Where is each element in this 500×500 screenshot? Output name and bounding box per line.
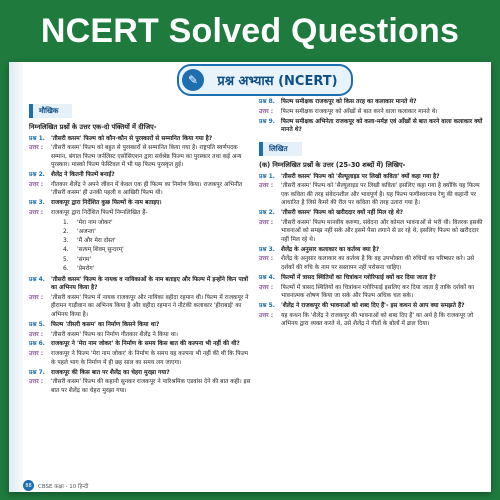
answer: उत्तर : फिल्मों में त्रासद स्थितियों का चित्रांकन ग्लोरिफाई इसलिए कर दिया जाता है ताकि दर्शकों का भावनात्मक शोषण किया जा सके और फिल्म अधिक चल सके। xyxy=(259,284,475,299)
answer: उत्तर : 'तीसरी कसम' फिल्म मानवीय करुणा, संवेदना और कोमल भावनाओं से भरी थी। वितरक इसकी भावनाओं को समझ नहीं सके और इसमें पैसा लगाने से डर रहे थे, इसलिए फिल्म को खरीददार नहीं मिल रहे थे। xyxy=(259,219,483,243)
answer: उत्तर : 'तीसरी कसम' फिल्म का निर्माण गीतकार शैलेंद्र ने किया था। xyxy=(29,331,178,338)
film-list xyxy=(63,219,253,274)
written-tag: लिखित xyxy=(259,142,302,156)
list-item: 6. 'प्रेमरोग' xyxy=(63,265,95,272)
section-heading xyxy=(177,64,353,96)
question: प्रश्न 2. 'तीसरी कसम' फिल्म को खरीददार क्यों नहीं मिल रहे थे? xyxy=(259,210,404,217)
question: प्रश्न 6. राजकपूर ने 'मेरा नाम जोकर' के निर्माण के समय किस बात की कल्पना भी नहीं की थी? xyxy=(29,341,240,348)
list-item: 5. 'संगम' xyxy=(63,256,92,263)
question: प्रश्न 4. फिल्मों में त्रासद स्थितियों का चित्रांकन ग्लोरिफाई क्यों कर दिया जाता है? xyxy=(259,274,437,281)
banner-title: NCERT Solved Questions xyxy=(40,11,460,50)
answer: उत्तर : 'तीसरी कसम' फिल्म की कहानी सुनकर राजकपूर ने पारिश्रमिक एडवांस देने की बात कही। इस बात पर शैलेंद्र का चेहरा मुरझा गया। xyxy=(29,379,251,394)
answer: उत्तर : यह कथन कि 'शैलेंद्र ने राजकपूर की भावनाओं को शब्द दिए हैं' का अर्थ है कि राजकपूर जो अभिनय द्वारा व्यक्त करते थे, उसे शैलेंद्र ने गीतों के बोलों में ढाल दिया। xyxy=(259,312,474,328)
pen-icon: ✎ xyxy=(182,69,204,91)
right-instruction: (क) निम्नलिखित प्रश्नों के उत्तर (25-30 शब्दों में) लिखिए- xyxy=(259,161,406,169)
answer: उत्तर : शैलेंद्र के अनुसार कलाकार का कर्तव्य है कि वह उपभोक्ता की रुचियों का परिष्कार करे। उसे दर्शकों की रुचि के नाम पर सस्तापन नहीं परोसना चाहिए। xyxy=(259,256,475,271)
left-column xyxy=(29,98,253,397)
question: प्रश्न 5. फिल्म 'तीसरी कसम' का निर्माण किसने किया था? xyxy=(29,321,160,328)
right-column xyxy=(259,98,483,330)
answer: उत्तर : राजकपूर द्वारा निर्देशित फिल्में निम्नलिखित हैं- xyxy=(29,210,148,217)
left-instruction: निम्नलिखित प्रश्नों के उत्तर एक-दो पंक्तियों में दीजिए- xyxy=(29,123,157,131)
page-number: 88 xyxy=(23,480,34,491)
answer: उत्तर : फिल्म समीक्षक राजकपूर को आँखों से बात करने वाला कलाकार मानते थे। xyxy=(259,108,438,115)
answer: उत्तर : राजकपूर ने फिल्म 'मेरा नाम जोकर' के निर्माण के समय यह कल्पना भी नहीं की थी कि फिल्म के पहले भाग के निर्माण में ही छह साल का समय लग जाएगा। xyxy=(29,351,249,366)
list-item: 4. 'सत्यम् शिवम् सुन्दरम्' xyxy=(63,247,124,254)
question: प्रश्न 1. 'तीसरी कसम' फिल्म को कौन-कौन से पुरस्कारों से सम्मानित किया गया है? xyxy=(29,135,213,142)
page-footer xyxy=(23,480,88,491)
list-item: 1. 'मेरा नाम जोकर' xyxy=(63,219,113,226)
answer: उत्तर : 'तीसरी कसम' फिल्म में नायक राजकपूर और नायिका वहीदा रहमान थी। फिल्म में राजकपूर ने हीरामन गाड़ीवान का अभिनय किया है और वहीदा रहमान ने नौटंकी कलाकार 'हीराबाई' का अभिनय किया है। xyxy=(29,295,249,318)
answer: उत्तर : 'तीसरी कसम' फिल्म को बहुत से पुरस्कारों से सम्मानित किया गया है। राष्ट्रपति स्वर्णपदक सम्मान, बंगाल फिल्म जर्नलिस्ट एसोसिएशन द्वारा सर्वश्रेष्ठ फिल्म का पुरस्कार तथा कई अन्य पुरस्कार। मास्को फिल्म फेस्टिवल में भी यह फिल्म पुरस्कृत हुई। xyxy=(29,145,242,169)
list-item: 2. 'अजन्ता' xyxy=(63,229,96,236)
question: प्रश्न 1. 'तीसरी कसम' फिल्म को 'सैल्यूलाइड पर लिखी कविता' क्यों कहा गया है? xyxy=(259,173,440,180)
question: प्रश्न 5. 'शैलेंद्र ने राजकपूर की भावनाओं को शब्द दिए हैं'- इस कथन से आप क्या समझते हैं? xyxy=(259,302,465,309)
footer-text: CBSE कक्षा - 10 हिन्दी xyxy=(38,483,89,490)
question: प्रश्न 3. राजकपूर द्वारा निर्देशित कुछ फिल्मों के नाम बताइए। xyxy=(29,200,162,207)
question: प्रश्न 4. 'तीसरी कसम' फिल्म के नायक व नायिकाओं के नाम बताइए और फिल्म में इन्होंने किन पात्रों का अभिनय किया है? xyxy=(29,276,248,292)
question: प्रश्न 3. शैलेंद्र के अनुसार कलाकार का कर्तव्य क्या है? xyxy=(259,246,380,253)
answer: उत्तर : 'तीसरी कसम' फिल्म को 'सैल्यूलाइड पर लिखी कविता' इसलिए कहा गया है क्योंकि यह फिल्म एक कविता की तरह संवेदनशील और भावपूर्ण है। यह फिल्म फणीश्वरनाथ रेणु की कहानी पर आधारित है जिसे कैमरे की रील पर कविता की तरह उतारा गया है। xyxy=(259,183,480,207)
banner xyxy=(0,0,500,62)
answer: उत्तर : गीतकार शैलेंद्र ने अपने जीवन में केवल एक ही फिल्म का निर्माण किया। राजकपूर अभिनीत 'तीसरी कसम' ही उनकी पहली व आखिरी फिल्म थी। xyxy=(29,181,243,197)
list-item: 3. 'मैं और मेरा दोस्त' xyxy=(63,238,116,245)
oral-tag: मौखिक xyxy=(29,104,72,118)
textbook-page xyxy=(9,62,491,492)
section-title: प्रश्न अभ्यास (NCERT) xyxy=(217,74,338,89)
question: प्रश्न 8. फिल्म समीक्षक राजकपूर को किस तरह का कलाकार मानते थे? xyxy=(259,99,417,105)
question: प्रश्न 2. शैलेंद्र ने कितनी फिल्में बनाईं? xyxy=(29,172,115,179)
question: प्रश्न 7. राजकपूर की किस बात पर शैलेंद्र का चेहरा मुरझा गया? xyxy=(29,369,170,376)
question: प्रश्न 9. फिल्म समीक्षक अभिनेता राजकपूर को कला-मर्मज्ञ एवं आँखों से बात करने वाला कलाकार क्यों मानते थे? xyxy=(259,118,483,134)
